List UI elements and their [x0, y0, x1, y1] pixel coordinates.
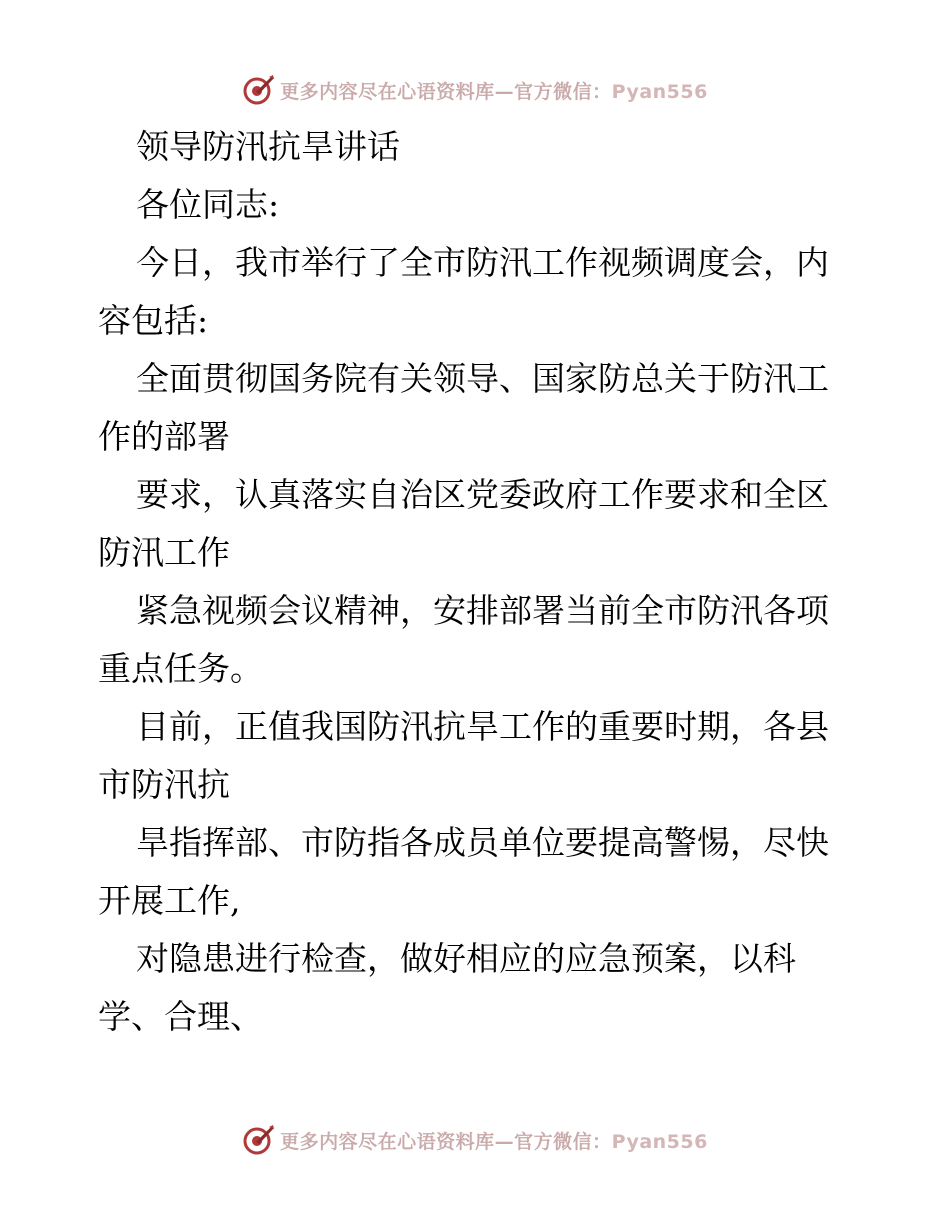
footer-wechat-id: Pyan556: [611, 1130, 708, 1153]
footer-banner-text: 更多内容尽在心语资料库—官方微信：Pyan556: [280, 1130, 708, 1153]
paragraph-line: 今日，我市举行了全市防汛工作视频调度会，内: [136, 243, 829, 282]
paragraph-line: 学、合理、: [98, 997, 263, 1036]
paragraph-line: 对隐患进行检查，做好相应的应急预案，以科: [136, 939, 796, 978]
quill-logo-icon: [242, 73, 276, 107]
paragraph-line: 目前，正值我国防汛抗旱工作的重要时期，各县: [136, 707, 829, 746]
footer-banner: [0, 1120, 950, 1160]
paragraph-line: 重点任务。: [98, 649, 263, 688]
quill-logo-icon: [242, 1123, 276, 1157]
header-banner-text: 更多内容尽在心语资料库—官方微信：Pyan556: [280, 80, 708, 103]
paragraph-line: 领导防汛抗旱讲话: [136, 127, 400, 166]
paragraph-line: 全面贯彻国务院有关领导、国家防总关于防汛工: [136, 359, 829, 398]
document-body: [98, 118, 858, 1046]
paragraph-line: 作的部署: [98, 417, 230, 456]
paragraph-line: 开展工作,: [98, 881, 241, 920]
paragraph-line: 旱指挥部、市防指各成员单位要提高警惕，尽快: [136, 823, 829, 862]
paragraph-line: 紧急视频会议精神，安排部署当前全市防汛各项: [136, 591, 829, 630]
header-banner: [0, 70, 950, 110]
paragraph-line: 市防汛抗: [98, 765, 230, 804]
paragraph-line: 要求，认真落实自治区党委政府工作要求和全区: [136, 475, 829, 514]
paragraph-line: 防汛工作: [98, 533, 230, 572]
paragraph-line: 各位同志:: [136, 185, 280, 224]
header-wechat-id: Pyan556: [611, 80, 708, 103]
paragraph-line: 容包括:: [98, 301, 209, 340]
